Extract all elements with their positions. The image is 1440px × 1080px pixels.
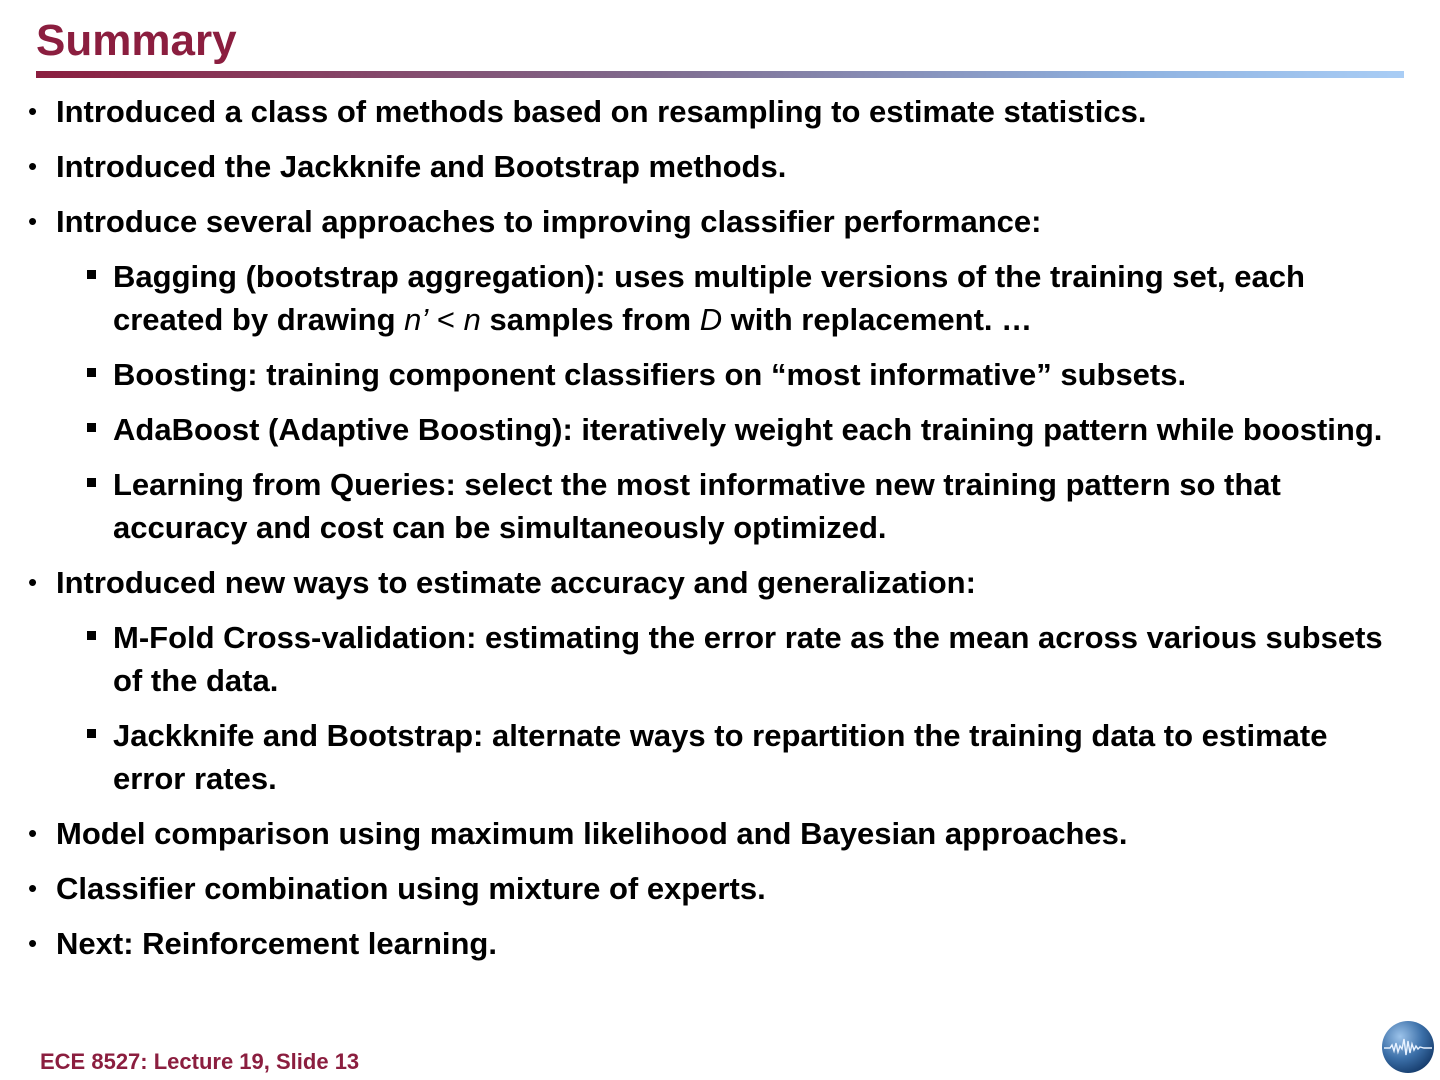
square-bullet-icon <box>87 368 96 377</box>
bullet-text: Introduced new ways to estimate accuracy and generalization: <box>56 565 976 600</box>
square-bullet-icon <box>87 729 96 738</box>
bullet-text: Introduced the Jackknife and Bootstrap methods. <box>56 149 787 184</box>
sub-bullet-item <box>84 255 1408 341</box>
bullet-dot-icon: • <box>28 96 38 126</box>
sub-bullet-item <box>84 463 1408 549</box>
sub-bullet-text: M-Fold Cross-validation: estimating the error rate as the mean across various subsets of the data. <box>113 620 1383 698</box>
square-bullet-icon <box>87 631 96 640</box>
bullet-item <box>28 145 1408 188</box>
sub-bullet-list <box>56 255 1408 549</box>
bullet-dot-icon: • <box>28 928 38 958</box>
sub-bullet-text: AdaBoost (Adaptive Boosting): iteratively weight each training pattern while boosting. <box>113 412 1383 447</box>
bullet-text: Next: Reinforcement learning. <box>56 926 497 961</box>
square-bullet-icon <box>87 478 96 487</box>
sub-bullet-item <box>84 408 1408 451</box>
bullet-dot-icon: • <box>28 873 38 903</box>
sub-bullet-text: Jackknife and Bootstrap: alternate ways to repartition the training data to estimate error rates. <box>113 718 1328 796</box>
bullet-dot-icon: • <box>28 818 38 848</box>
sub-bullet-text: Bagging (bootstrap aggregation): uses multiple versions of the training set, each created by drawing n’ < n samples from D with replacement. … <box>113 259 1305 337</box>
bullet-dot-icon: • <box>28 206 38 236</box>
sub-bullet-item <box>84 616 1408 702</box>
bullet-item <box>28 561 1408 800</box>
sub-bullet-item <box>84 353 1408 396</box>
square-bullet-icon <box>87 423 96 432</box>
bullet-text: Introduced a class of methods based on resampling to estimate statistics. <box>56 94 1147 129</box>
sub-bullet-text: Learning from Queries: select the most informative new training pattern so that accuracy and cost can be simultaneously optimized. <box>113 467 1281 545</box>
bullet-item <box>28 922 1408 965</box>
sub-bullet-list <box>56 616 1408 800</box>
slide-title: Summary <box>36 16 237 65</box>
sub-bullet-item <box>84 714 1408 800</box>
bullet-dot-icon: • <box>28 151 38 181</box>
bullet-item <box>28 90 1408 133</box>
square-bullet-icon <box>87 270 96 279</box>
bullet-item <box>28 812 1408 855</box>
bullet-item <box>28 867 1408 910</box>
bullet-list <box>28 90 1408 965</box>
bullet-text: Introduce several approaches to improving classifier performance: <box>56 204 1042 239</box>
title-underline <box>36 71 1404 78</box>
globe-waveform-icon <box>1382 1021 1434 1073</box>
bullet-dot-icon: • <box>28 567 38 597</box>
slide-footer: ECE 8527: Lecture 19, Slide 13 <box>40 1049 360 1074</box>
sub-bullet-text: Boosting: training component classifiers on “most informative” subsets. <box>113 357 1187 392</box>
bullet-text: Model comparison using maximum likelihood and Bayesian approaches. <box>56 816 1128 851</box>
bullet-text: Classifier combination using mixture of experts. <box>56 871 766 906</box>
slide-content <box>28 90 1408 977</box>
bullet-item <box>28 200 1408 549</box>
